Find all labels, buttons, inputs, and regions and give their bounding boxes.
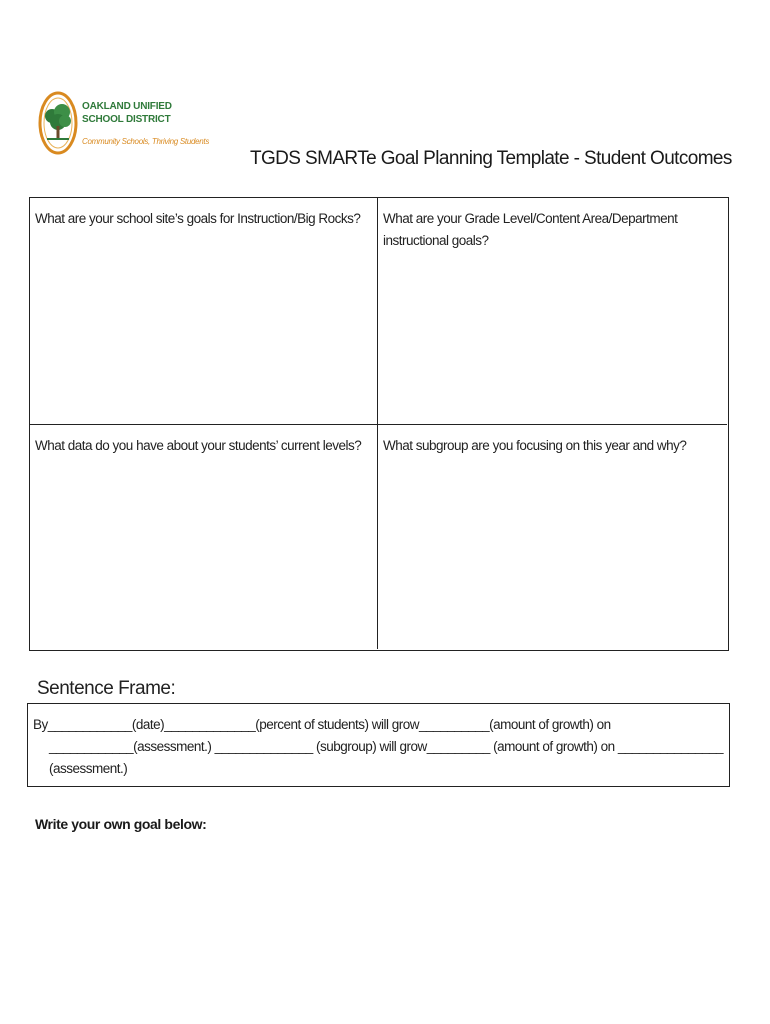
site-goals-box[interactable] — [30, 198, 378, 425]
current-levels-question: What data do you have about your students’ current levels? — [35, 438, 362, 453]
page-title: TGDS SMARTe Goal Planning Template - Student Outcomes — [250, 148, 732, 169]
district-logo — [38, 90, 210, 158]
sentence-frame-line1: By____________(date)_____________(percent of students) will grow__________(amount of growth) on — [33, 717, 611, 732]
sentence-frame-line3: (assessment.) — [49, 761, 128, 776]
sentence-frame-box — [27, 703, 730, 787]
sentence-frame-text — [33, 714, 723, 780]
sentence-frame-label: Sentence Frame: — [37, 678, 176, 699]
subgroup-focus-question: What subgroup are you focusing on this year and why? — [383, 438, 687, 453]
department-goals-question: What are your Grade Level/Content Area/Department instructional goals? — [383, 211, 678, 248]
site-goals-question: What are your school site’s goals for Instruction/Big Rocks? — [35, 211, 361, 226]
oak-tree-seal-icon — [38, 90, 78, 156]
district-name-line1: OAKLAND UNIFIED — [82, 101, 172, 112]
department-goals-box[interactable] — [378, 198, 727, 425]
planning-grid — [29, 197, 729, 651]
sentence-frame-line2: ____________(assessment.) ______________ (subgroup) will grow_________ (amount of growth) on _______________ — [49, 739, 724, 754]
district-name — [82, 100, 172, 126]
subgroup-focus-box[interactable] — [378, 425, 727, 649]
district-tagline: Community Schools, Thriving Students — [82, 137, 210, 146]
own-goal-heading: Write your own goal below: — [35, 816, 207, 832]
current-levels-box[interactable] — [30, 425, 378, 649]
district-name-line2: SCHOOL DISTRICT — [82, 114, 171, 125]
